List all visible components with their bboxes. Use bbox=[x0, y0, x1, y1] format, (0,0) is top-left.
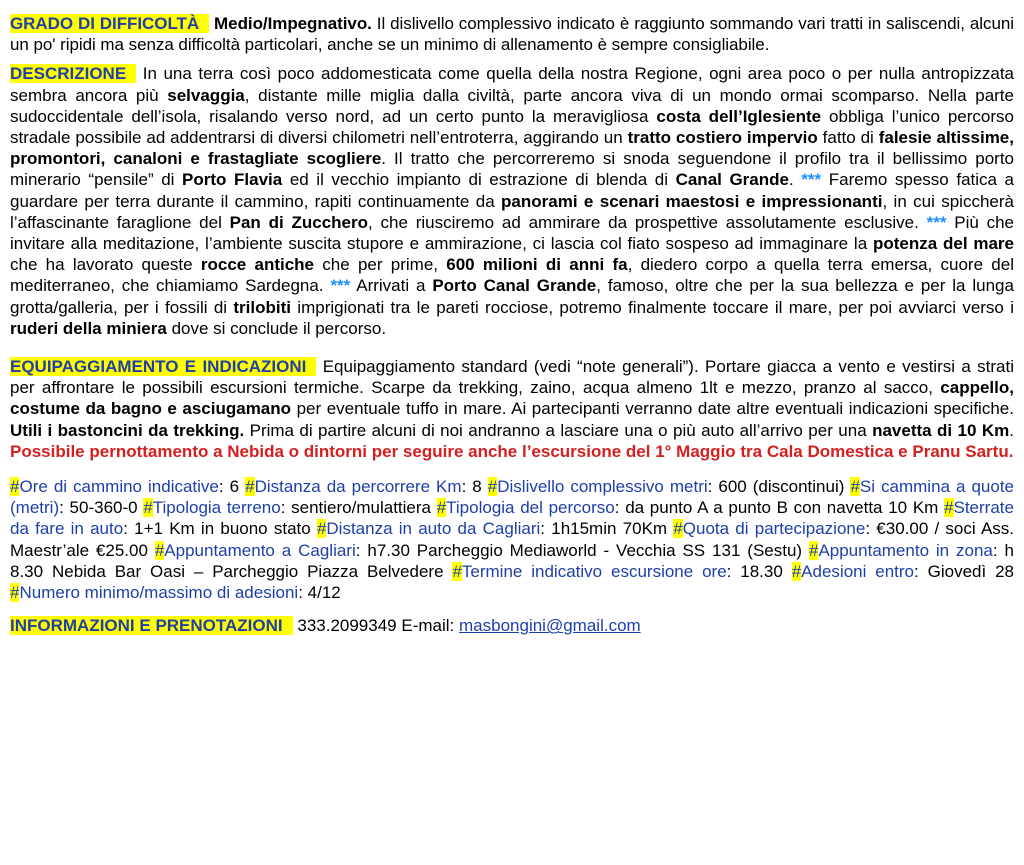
desc-bold: ruderi della miniera bbox=[10, 318, 167, 338]
detail-label: Adesioni entro bbox=[801, 561, 915, 581]
email-link[interactable]: masbongini@gmail.com bbox=[459, 616, 641, 636]
detail-value: 1+1 Km in buono stato bbox=[134, 519, 311, 539]
desc-text: , distante mille miglia dalla civiltà, parte ancora viva di un mondo ormai scomparso. Nella parte sudoccidentale dell’isola, risalando verso nord, ad un certo punto la meravigliosa bbox=[10, 85, 1014, 126]
desc-text: Più che invitare alla meditazione, l’ambiente suscita stupore e ammirazione, ci lascia col fiato sospeso ad immaginare la bbox=[10, 212, 1015, 254]
hash-marker: # bbox=[10, 477, 20, 497]
detail-label: Tipologia del percorso bbox=[446, 498, 615, 518]
equip-bold: navetta di 10 Km bbox=[872, 420, 1010, 440]
detail-label: Termine indicativo escursione ore bbox=[461, 561, 727, 581]
difficulty-level: Medio/Impegnativo. bbox=[214, 14, 372, 33]
detail-value: da punto A a punto B con navetta 10 Km bbox=[625, 498, 939, 518]
detail-label: Appuntamento a Cagliari bbox=[164, 540, 356, 560]
hash-marker: # bbox=[316, 519, 327, 539]
desc-text: ed il vecchio impianto di estrazione di blenda di bbox=[289, 170, 668, 190]
desc-bold: trilobiti bbox=[233, 297, 291, 317]
difficulty-paragraph bbox=[10, 13, 1014, 55]
equipment-heading: EQUIPAGGIAMENTO E INDICAZIONI bbox=[10, 357, 316, 376]
equip-text: Prima di partire alcuni di noi andranno a lasciare una o più auto all’arrivo per una bbox=[249, 420, 867, 440]
desc-text: fatto di bbox=[822, 128, 874, 148]
desc-text: Arrivati a bbox=[356, 276, 426, 296]
hash-marker: # bbox=[452, 561, 462, 581]
hash-marker: # bbox=[850, 477, 860, 497]
hash-marker: # bbox=[791, 561, 802, 581]
detail-value: 50-360-0 bbox=[69, 498, 138, 518]
difficulty-text: Il dislivello complessivo indicato è raggiunto sommando vari tratti in saliscendi, alcuni un po' ripidi ma senza difficoltà particolari, anche se un minimo di allenamento è sempre consigliabile. bbox=[10, 14, 1014, 55]
desc-bold: selvaggia bbox=[167, 85, 245, 105]
equip-text: per eventuale tuffo in mare. Ai partecipanti verranno date altre eventuali indicazioni specifiche. bbox=[296, 399, 1014, 419]
detail-label: Appuntamento in zona bbox=[818, 540, 993, 560]
desc-text: , che riusciremo ad ammirare da prospettive assolutamente esclusive. bbox=[368, 212, 919, 232]
detail-label: Quota di partecipazione bbox=[682, 519, 866, 539]
info-heading: INFORMAZIONI E PRENOTAZIONI bbox=[10, 616, 293, 635]
separator-stars: *** bbox=[330, 276, 351, 296]
email-label: E-mail: bbox=[401, 616, 455, 636]
desc-text: , diedero corpo a quella terra emersa, cuore del mediterraneo, che chiamiamo Sardegna. bbox=[10, 255, 1014, 296]
hash-marker: # bbox=[245, 477, 255, 497]
desc-text: . Il tratto che percorreremo si snoda seguendone il profilo tra il bellissimo porto minerario “pensile” di bbox=[10, 149, 1014, 190]
hash-marker: # bbox=[143, 498, 153, 518]
detail-label: Tipologia terreno bbox=[152, 498, 281, 518]
detail-value: 6 bbox=[229, 477, 240, 497]
detail-value: 600 (discontinui) bbox=[718, 477, 845, 497]
description-heading: DESCRIZIONE bbox=[10, 64, 136, 83]
hash-marker: # bbox=[673, 519, 683, 539]
desc-bold: costa dell’Iglesiente bbox=[656, 106, 822, 126]
difficulty-heading: GRADO DI DIFFICOLTÀ bbox=[10, 14, 209, 33]
desc-bold: 600 milioni di anni fa bbox=[446, 255, 628, 275]
equipment-paragraph bbox=[10, 356, 1014, 462]
desc-bold: Porto Canal Grande bbox=[432, 276, 597, 296]
phone-number: 333.2099349 bbox=[297, 616, 397, 636]
desc-text: che ha lavorato queste bbox=[10, 255, 193, 275]
detail-value: 18.30 bbox=[740, 561, 783, 581]
overnight-note: Possibile pernottamento a Nebida o dintorni per seguire anche l’escursione del 1° Maggio tra Cala Domestica e Pranu Sartu. bbox=[10, 441, 1014, 461]
detail-label: Ore di cammino indicative bbox=[19, 477, 219, 497]
detail-label: Distanza da percorrere Km bbox=[254, 477, 462, 497]
hash-marker: # bbox=[436, 498, 447, 518]
detail-value: sentiero/mulattiera bbox=[291, 498, 431, 518]
detail-label: Numero minimo/massimo di adesioni bbox=[19, 583, 299, 603]
info-line bbox=[10, 615, 1014, 636]
desc-bold: Canal Grande bbox=[675, 170, 789, 190]
desc-text: In una terra così poco addomesticata come quella della nostra Regione, ogni area poco o per nulla antropizzata sembra ancora più bbox=[10, 64, 1014, 105]
details-paragraph: #Ore di cammino indicative: 6 #Distanza da percorrere Km: 8 #Dislivello complessivo metri: 600 (discontinui) #Si cammina a quote (metri): 50-360-0 #Tipologia terreno: sentiero/mulattiera #Tipologia del percorso: da punto A a punto B con navetta 10 Km #Sterrate da fare in auto: 1+1 Km in buono stato #Distanza in auto da Cagliari: 1h15min 70Km #Quota di partecipazione: €30.00 / soci Ass. Maestr’ale €25.00 #Appuntamento a Cagliari: h7.30 Parcheggio Mediaworld - Vecchia SS 131 (Sestu) #Appuntamento in zona: h 8.30 Nebida Bar Oasi – Parcheggio Piazza Belvedere #Termine indicativo escursione ore: 18.30 #Adesioni entro: Giovedì 28 #Numero minimo/massimo di adesioni: 4/12 bbox=[10, 477, 1015, 603]
desc-text: , famoso, oltre che per la sua bellezza e per la lunga grotta/galleria, per i fossili di bbox=[10, 276, 1014, 317]
detail-value: 4/12 bbox=[307, 583, 341, 603]
desc-bold: panorami e scenari maestosi e impressionanti bbox=[501, 191, 883, 211]
detail-label: Dislivello complessivo metri bbox=[497, 477, 708, 497]
hash-marker: # bbox=[808, 540, 819, 560]
desc-bold: tratto costiero impervio bbox=[627, 128, 818, 148]
desc-text: . bbox=[788, 170, 794, 190]
hash-marker: # bbox=[10, 583, 20, 603]
desc-text: Faremo spesso fatica a guardare per terra durante il cammino, rapiti continuamente da bbox=[10, 170, 1015, 211]
detail-value: h 8.30 Nebida Bar Oasi – Parcheggio Piazza Belvedere bbox=[10, 540, 1014, 581]
detail-label: Distanza in auto da Cagliari bbox=[326, 519, 541, 539]
equip-text: . bbox=[1009, 420, 1014, 440]
detail-value: €30.00 / soci Ass. Maestr’ale €25.00 bbox=[10, 519, 1015, 560]
separator-stars: *** bbox=[801, 170, 822, 190]
equip-bold: Utili i bastoncini da trekking. bbox=[10, 420, 245, 440]
detail-value: 1h15min 70Km bbox=[551, 519, 668, 539]
desc-text: , in cui spiccherà l’affascinante faraglione del bbox=[10, 191, 1014, 232]
equip-bold: cappello, costume da bagno e asciugamano bbox=[10, 378, 1014, 419]
detail-label: Si cammina a quote (metri) bbox=[10, 477, 1014, 518]
detail-value: h7.30 Parcheggio Mediaworld - Vecchia SS 131 (Sestu) bbox=[367, 540, 803, 560]
hash-marker: # bbox=[944, 498, 954, 518]
desc-bold: Porto Flavia bbox=[182, 170, 283, 190]
description-paragraph bbox=[10, 63, 1014, 339]
desc-text: obbliga l’unico percorso stradale possibile ad addentrarsi di diversi chilometri nell’entroterra, aggirando un bbox=[10, 106, 1014, 148]
desc-bold: rocce antiche bbox=[200, 255, 315, 275]
hash-marker: # bbox=[154, 540, 165, 560]
desc-bold: Pan di Zucchero bbox=[229, 212, 369, 232]
separator-stars: *** bbox=[926, 212, 947, 232]
desc-text: che per prime, bbox=[322, 255, 438, 275]
hash-marker: # bbox=[487, 477, 498, 497]
desc-bold: falesie altissime, promontori, canaloni e frastagliate scogliere bbox=[10, 128, 1014, 169]
desc-text: imprigionati tra le pareti rocciose, potremo finalmente toccare il mare, per poi avviarci verso i bbox=[297, 297, 1014, 317]
desc-bold: potenza del mare bbox=[872, 234, 1014, 254]
detail-label: Sterrate da fare in auto bbox=[10, 498, 1014, 539]
equip-text: Equipaggiamento standard (vedi “note generali”). Portare giacca a vento e vestirsi a strati per affrontare le possibili escursioni termiche. Scarpe da trekking, zaino, acqua almeno 1lt e mezzo, pranzo al sacco, bbox=[10, 357, 1014, 398]
detail-value: Giovedì 28 bbox=[927, 561, 1014, 581]
detail-value: 8 bbox=[472, 477, 482, 497]
desc-text: dove si conclude il percorso. bbox=[171, 318, 387, 338]
